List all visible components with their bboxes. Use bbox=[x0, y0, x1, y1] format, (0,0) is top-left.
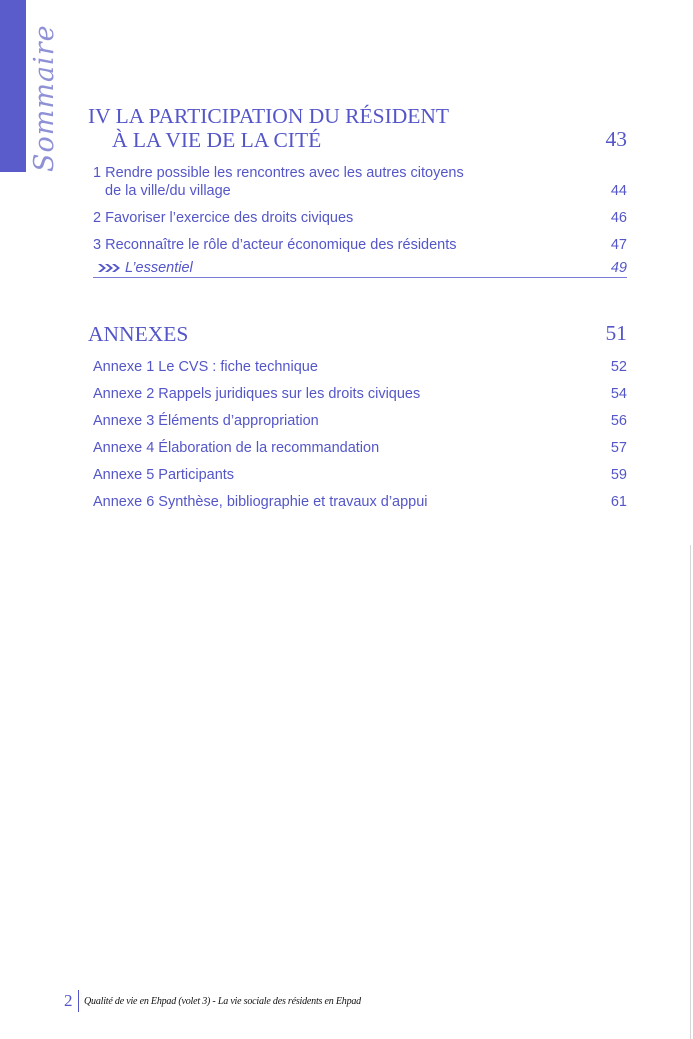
toc-entry-text: 3 Reconnaître le rôle d’acteur économique des résidents bbox=[93, 237, 457, 253]
triple-chevron-icon bbox=[97, 263, 121, 273]
toc-entry-page: 52 bbox=[610, 359, 627, 375]
toc-entry-page: 59 bbox=[610, 467, 627, 483]
footer-publication-title: Qualité de vie en Ehpad (volet 3) - La vie sociale des résidents en Ehpad bbox=[84, 996, 361, 1007]
section-iv-title-line2: À LA VIE DE LA CITÉ bbox=[112, 128, 322, 152]
toc-entry-text: Annexe 2 Rappels juridiques sur les droits civiques bbox=[93, 386, 421, 402]
toc-entry-iv-1[interactable] bbox=[93, 164, 627, 200]
toc-entry-text: Annexe 3 Éléments d’appropriation bbox=[93, 413, 319, 429]
toc-entry-essentiel[interactable] bbox=[93, 259, 627, 278]
toc-entry-iv-2[interactable] bbox=[93, 209, 627, 227]
section-iv-heading[interactable] bbox=[88, 104, 627, 152]
toc-entry-text: Annexe 1 Le CVS : fiche technique bbox=[93, 359, 318, 375]
toc-entry-page: 61 bbox=[610, 494, 627, 510]
annexes-title: ANNEXES bbox=[88, 322, 189, 346]
toc-entry-text: Annexe 6 Synthèse, bibliographie et travaux d’appui bbox=[93, 494, 428, 510]
toc-entry-text-line1: 1 Rendre possible les rencontres avec les autres citoyens bbox=[93, 165, 464, 181]
sidebar-title: Sommaire bbox=[29, 24, 60, 172]
sidebar-accent-bar bbox=[0, 0, 26, 172]
toc-entry-page: 57 bbox=[610, 440, 627, 456]
essentiel-label: L’essentiel bbox=[125, 260, 193, 276]
toc-entry-text: 2 Favoriser l’exercice des droits civiques bbox=[93, 210, 354, 226]
section-iv-title-line1: IV LA PARTICIPATION DU RÉSIDENT bbox=[88, 104, 450, 128]
footer-divider bbox=[78, 990, 79, 1012]
toc-entry-annexe-3[interactable] bbox=[93, 412, 627, 430]
page-edge-divider bbox=[690, 545, 691, 1039]
toc-entry-text-line2: de la ville/du village bbox=[105, 183, 231, 199]
toc-entry-text: Annexe 5 Participants bbox=[93, 467, 235, 483]
toc-entry-annexe-1[interactable] bbox=[93, 358, 627, 376]
toc-entry-page: 56 bbox=[610, 413, 627, 429]
toc-entry-text: Annexe 4 Élaboration de la recommandation bbox=[93, 440, 380, 456]
toc-entry-iv-3[interactable] bbox=[93, 236, 627, 254]
essentiel-page: 49 bbox=[610, 260, 627, 276]
section-iv-page: 43 bbox=[605, 127, 627, 151]
toc-entry-annexe-4[interactable] bbox=[93, 439, 627, 457]
toc-entry-annexe-6[interactable] bbox=[93, 493, 627, 511]
toc-entry-annexe-5[interactable] bbox=[93, 466, 627, 484]
footer-page-number: 2 bbox=[64, 991, 73, 1010]
toc-entry-page: 46 bbox=[610, 210, 627, 226]
annexes-heading[interactable] bbox=[88, 322, 627, 346]
annexes-page: 51 bbox=[605, 321, 627, 345]
toc-entry-annexe-2[interactable] bbox=[93, 385, 627, 403]
toc-entry-page: 47 bbox=[610, 237, 627, 253]
toc-entry-page: 54 bbox=[610, 386, 627, 402]
toc-entry-page: 44 bbox=[610, 183, 627, 199]
